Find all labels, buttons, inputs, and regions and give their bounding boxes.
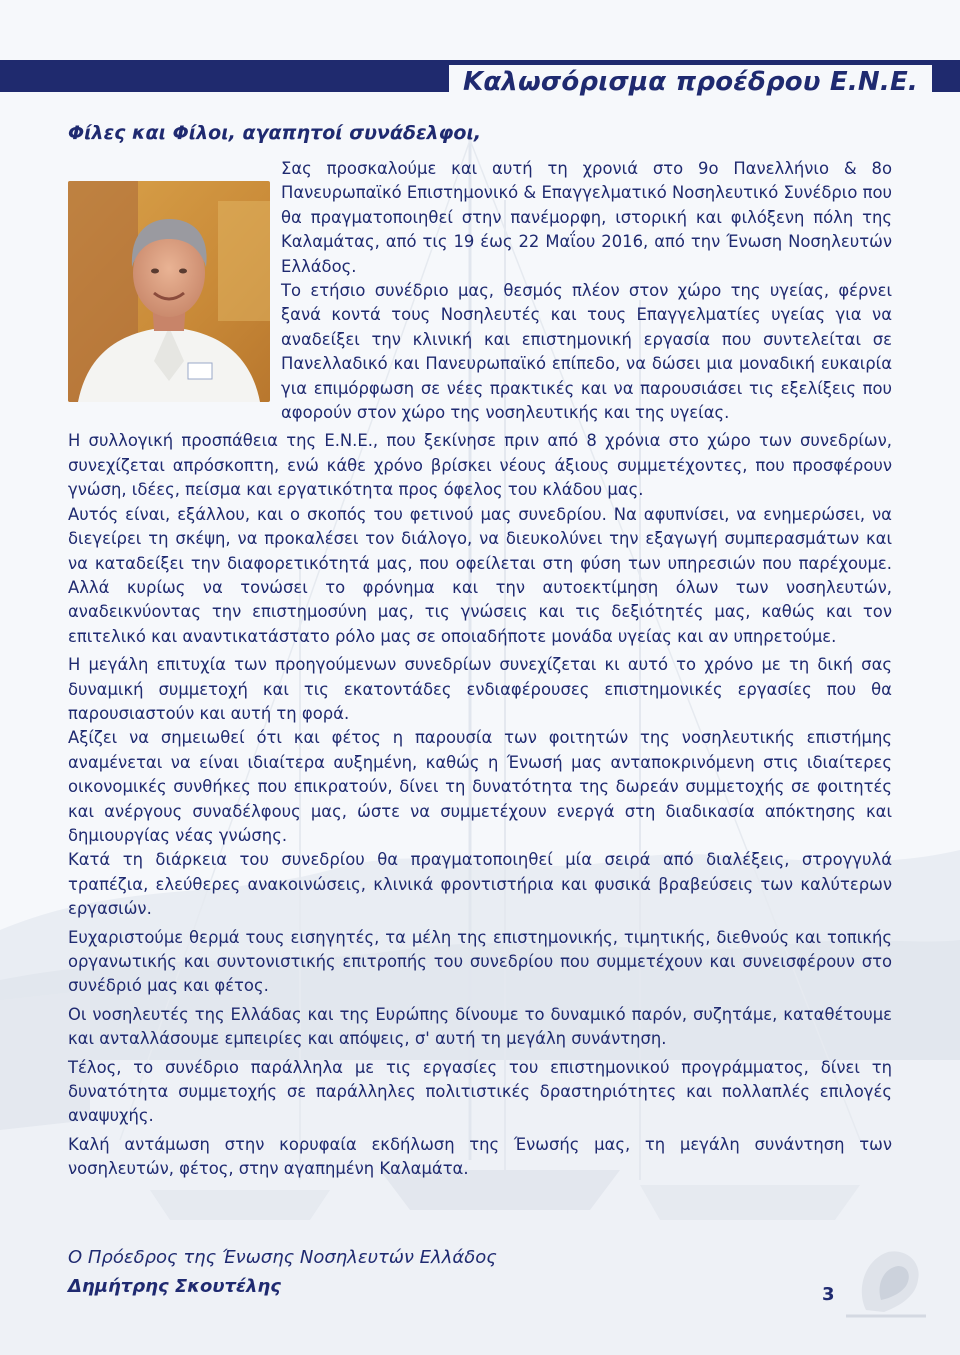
page-title: Καλωσόρισμα προέδρου Ε.Ν.Ε. bbox=[449, 65, 932, 99]
paragraph: Η συλλογική προσπάθεια της Ε.Ν.Ε., που ξεκίνησε πριν από 8 χρόνια στο χώρο των συνεδρίων, συνεχίζεται απρόσκοπτη, ενώ κάθε χρόνο βρίσκει νέους άξιους συμμετέχοντες, που προσφέρουν γνώση, ιδέες, πείσμα και εργατικότητα προς όφελος του κλάδου μας. bbox=[68, 431, 892, 500]
paragraph: Κατά τη διάρκεια του συνεδρίου θα πραγματοποιηθεί μία σειρά από διαλέξεις, στρογγυλά τραπέζια, ελεύθερες ανακοινώσεις, κλινικά φροντιστήρια και φυσικά βραβεύσεις των καλύτερων εργασιών. bbox=[68, 850, 892, 919]
photo-spacer bbox=[68, 157, 281, 407]
signature-name: Δημήτρης Σκουτέλης bbox=[68, 1276, 281, 1297]
page-number: 3 bbox=[822, 1284, 835, 1305]
paragraph: Σας προσκαλούμε και αυτή τη χρονιά στο 9ο Πανελλήνιο & 8ο Πανευρωπαϊκό Επιστημονικό & Επαγγελματικό Νοσηλευτικό Συνέδριο που θα πραγματοποιηθεί στην πανέμορφη, ιστορική και φιλόξενη πόλη της Καλαμάτας, από τις 19 έως 22 Μαΐου 2016, από την Ένωση Νοσηλευτών Ελλάδος. bbox=[281, 159, 892, 276]
paragraph: Οι νοσηλευτές της Ελλάδας και της Ευρώπης δίνουμε το δυναμικό παρόν, συζητάμε, καταθέτουμε και ανταλλάσουμε εμπειρίες και απόψεις, σ' αυτή τη μεγάλη συνάντηση. bbox=[68, 1004, 892, 1049]
association-logo-icon bbox=[826, 1240, 936, 1320]
paragraph: Καλή αντάμωση στην κορυφαία εκδήλωση της Ένωσής μας, τη μεγάλη συνάντηση των νοσηλευτών, φέτος, στην αγαπημένη Καλαμάτα. bbox=[68, 1134, 892, 1179]
paragraph: Αξίζει να σημειωθεί ότι και φέτος η παρουσία των φοιτητών της νοσηλευτικής επιστήμης αναμένεται να είναι ιδιαίτερα αυξημένη, καθώς η Ένωσή μας ανταποκρινόμενη στις ιδιαίτερες οικονομικές συνθήκες που επικρατούν, δίνει τη δυνατότητα της δωρεάν συμμετοχής σε φοιτητές και ανέργους συναδέλφους μας, ώστε να συμμετέχουν ενεργά στη διαδικασία απόκτησης και δημιουργίας νέας γνώσης. bbox=[68, 728, 892, 845]
paragraph: Η μεγάλη επιτυχία των προηγούμενων συνεδρίων συνεχίζεται κι αυτό το χρόνο με τη δική σας δυναμική συμμετοχή και τις εκατοντάδες ενδιαφέρουσες επιστημονικές εργασίες που θα παρουσιαστούν και αυτή τη φορά. bbox=[68, 655, 892, 723]
paragraph: Αυτός είναι, εξάλλου, και ο σκοπός του φετινού μας συνεδρίου. Να αφυπνίσει, να ενημερώσει, να διεγείρει τη σκέψη, να προκαλέσει τον διάλογο, να διευκολύνει την εξαγωγή συμπερασμάτων και να καταδείξει την διαφορετικότητά μας, που οφείλεται στη φύση των υπηρεσιών που παρέχουμε. Αλλά κυρίως να τονώσει το φρόνημα και την αυτοεκτίμηση όλων των νοσηλευτών, αναδεικνύοντας την επιστημοσύνη μας, τις γνώσεις και τις δεξιότητές μας, καθώς και τον επιτελικό και αναντικατάστατο ρόλο μας σε οποιαδήποτε μονάδα υγείας και αν υπηρετούμε. bbox=[68, 504, 892, 646]
signature-title: Ο Πρόεδρος της Ένωσης Νοσηλευτών Ελλάδος bbox=[68, 1247, 497, 1268]
greeting: Φίλες και Φίλοι, αγαπητοί συνάδελφοι, bbox=[68, 122, 482, 144]
letter-body bbox=[68, 157, 892, 1182]
paragraph: Το ετήσιο συνέδριο μας, θεσμός πλέον στον χώρο της υγείας, φέρνει ξανά κοντά τους Νοσηλευτές και τους Επαγγελματίες υγείας για να αναδείξει την κλινική και επιστημονική εργασία που συντελείται σε Πανελλαδικό και Πανευρωπαϊκό επίπεδο, να δώσει μια μοναδική ευκαιρία για επιμόρφωση σε νέες πρακτικές και να παρουσιάσει τις εξελίξεις που αφορούν στον χώρο της νοσηλευτικής και της υγείας. bbox=[281, 281, 892, 423]
paragraph: Τέλος, το συνέδριο παράλληλα με τις εργασίες του επιστημονικού προγράμματος, δίνει τη δυνατότητα συμμετοχής σε παράλληλες πολιτιστικές δραστηριότητες και πολλαπλές επιλογές αναψυχής. bbox=[68, 1057, 892, 1126]
paragraph: Ευχαριστούμε θερμά τους εισηγητές, τα μέλη της επιστημονικής, τιμητικής, διεθνούς και τοπικής οργανωτικής και συντονιστικής επιτροπής του συνεδρίου που συμμετέχουν και συνεισφέρουν στο συνέδριό μας και φέτος. bbox=[68, 927, 892, 996]
